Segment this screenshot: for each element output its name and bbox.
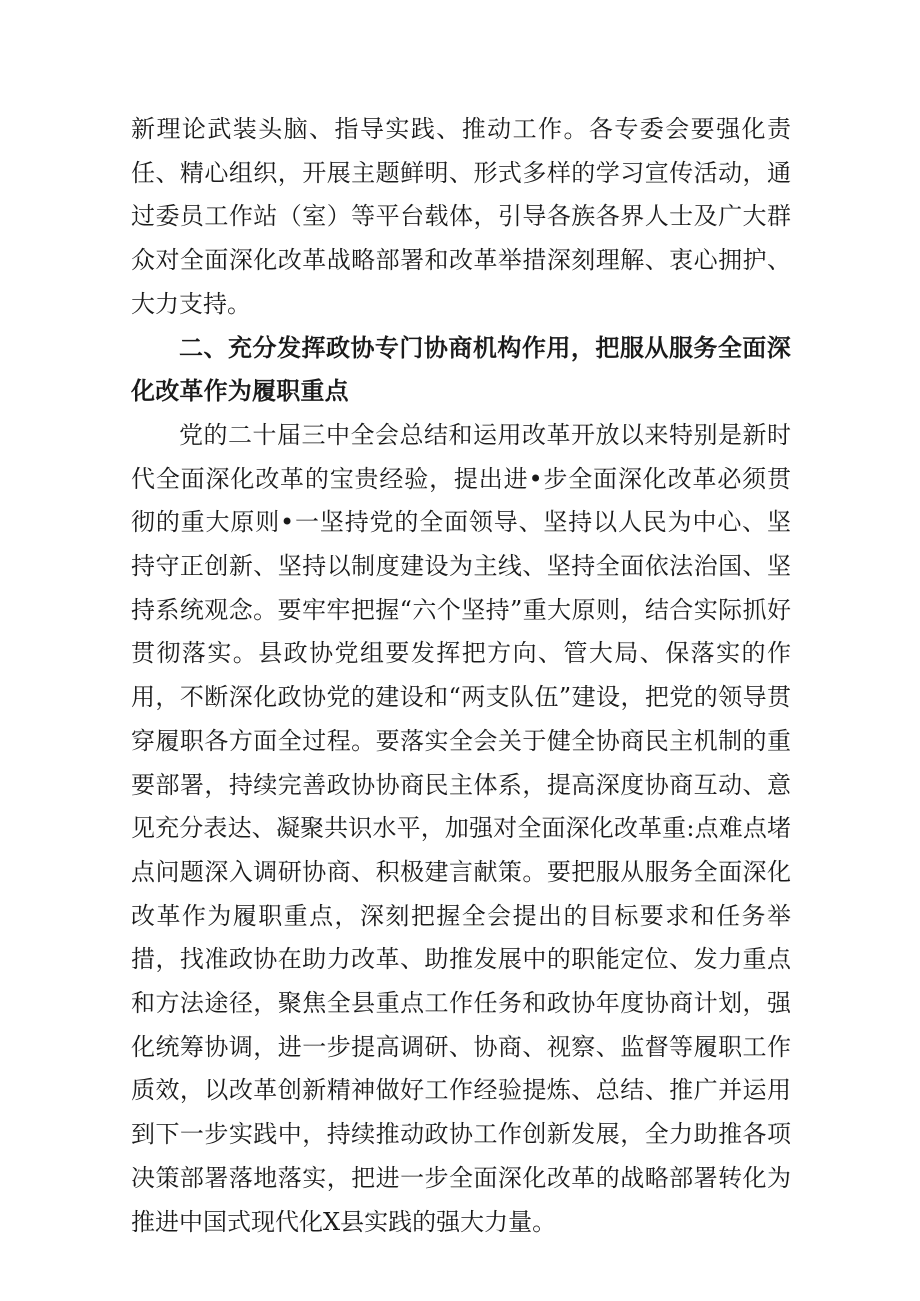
section-heading-2: 二、充分发挥政协专门协商机构作用，把服从服务全面深化改革作为履职重点 xyxy=(131,333,791,406)
paragraph-continued: 新理论武装头脑、指导实践、推动工作。各专委会要强化责任、精心组织，开展主题鲜明、形式多样的学习宣传活动，通过委员工作站（室）等平台载体，引导各族各界人士及广大群众对全面深化改革战略部署和改革举措深刻理解、衷心拥护、大力支持。 xyxy=(131,115,791,318)
document-body xyxy=(131,108,791,1244)
paragraph-section-2: 党的二十届三中全会总结和运用改革开放以来特别是新时代全面深化改革的宝贵经验，提出进•步全面深化改革必须贯彻的重大原则•一坚持党的全面领导、坚持以人民为中心、坚持守正创新、坚持以制度建设为主线、坚持全面依法治国、坚持系统观念。要牢牢把握“六个坚持”重大原则，结合实际抓好贯彻落实。县政协党组要发挥把方向、管大局、保落实的作用，不断深化政协党的建设和“两支队伍”建设，把党的领导贯穿履职各方面全过程。要落实全会关于健全协商民主机制的重要部署，持续完善政协协商民主体系，提高深度协商互动、意见充分表达、凝聚共识水平，加强对全面深化改革重:点难点堵点问题深入调研协商、积极建言献策。要把服从服务全面深化改革作为履职重点，深刻把握全会提出的目标要求和任务举措，找准政协在助力改革、助推发展中的职能定位、发力重点和方法途径，聚焦全县重点工作任务和政协年度协商计划，强化统筹协调，进一步提高调研、协商、视察、监督等履职工作质效，以改革创新精神做好工作经验提炼、总结、推广并运用到下一步实践中，持续推动政协工作创新发展，全力助推各项决策部署落地落实，把进一步全面深化改革的战略部署转化为推进中国式现代化X县实践的强大力量。 xyxy=(131,420,791,1236)
